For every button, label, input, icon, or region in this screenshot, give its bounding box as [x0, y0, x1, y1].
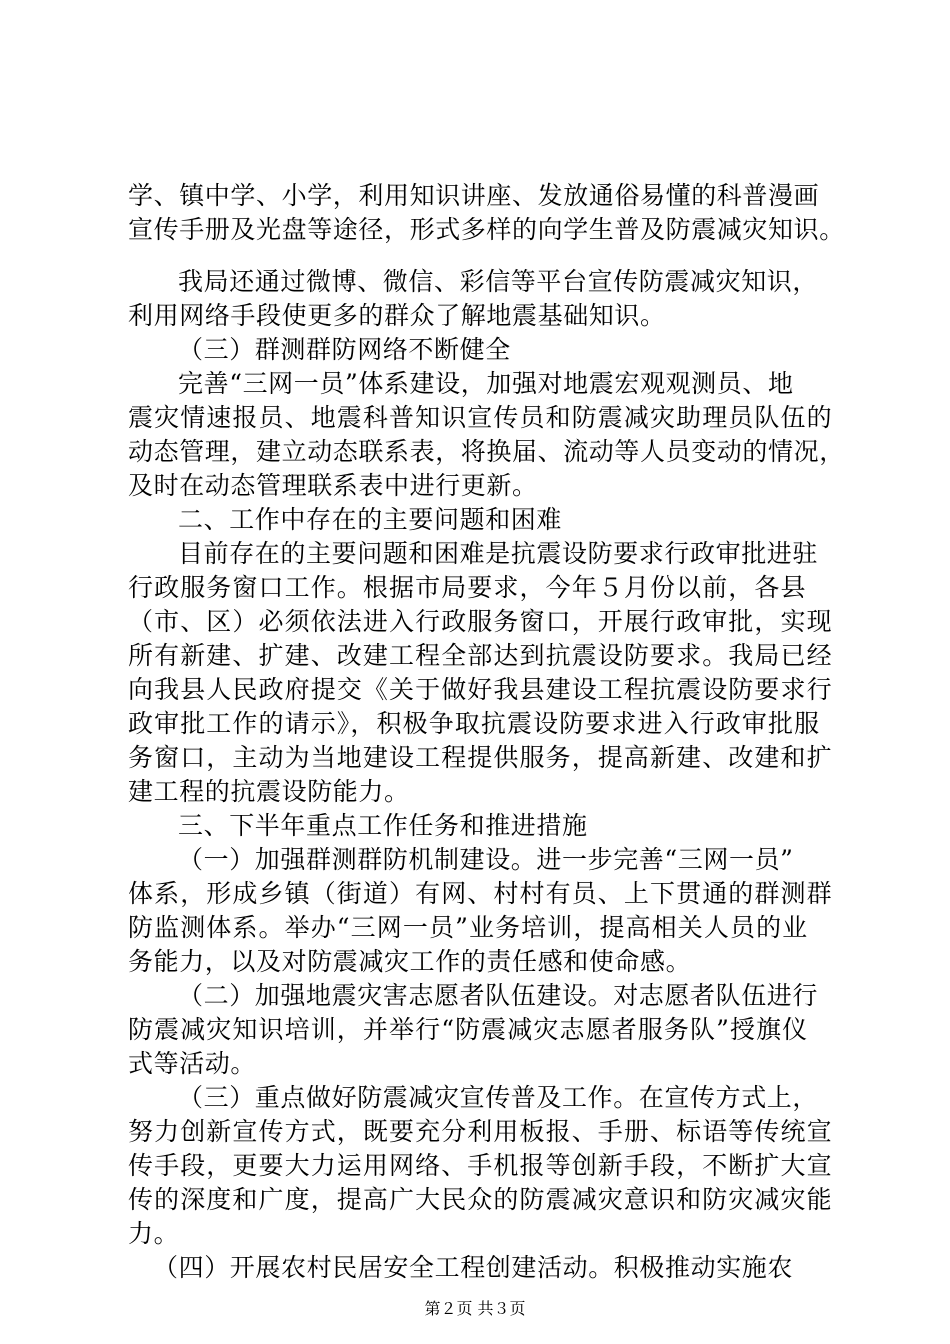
body-text-line: 我局还通过微博、微信、彩信等平台宣传防震减灾知识，	[178, 267, 819, 296]
body-text-line: 所有新建、扩建、改建工程全部达到抗震设防要求。我局已经	[128, 641, 833, 670]
body-text-line: （一）加强群测群防机制建设。进一步完善“三网一员”	[178, 845, 794, 874]
body-text-line: 及时在动态管理联系表中进行更新。	[128, 471, 538, 500]
page-number-footer: 第２页 共３页	[424, 1299, 526, 1318]
body-text-line: 传的深度和广度，提高广大民众的防震减灾意识和防灾减灾能	[128, 1185, 833, 1214]
body-text-line: 体系，形成乡镇（街道）有网、村村有员、上下贯通的群测群	[128, 879, 833, 908]
body-text-line: 学、镇中学、小学，利用知识讲座、发放通俗易懂的科普漫画	[128, 181, 820, 210]
body-text-line: 政审批工作的请示》，积极争取抗震设防要求进入行政审批服	[128, 709, 821, 738]
body-text-line: （二）加强地震灾害志愿者队伍建设。对志愿者队伍进行	[178, 981, 819, 1010]
body-text-line: 传手段，更要大力运用网络、手机报等创新手段，不断扩大宣	[128, 1151, 833, 1180]
body-text-line: 努力创新宣传方式，既要充分利用板报、手册、标语等传统宣	[128, 1117, 833, 1146]
body-text-line: 行政服务窗口工作。根据市局要求，今年５月份以前，各县	[128, 573, 807, 602]
body-text-line: 目前存在的主要问题和困难是抗震设防要求行政审批进驻	[178, 539, 819, 568]
body-text-line: 力。	[128, 1219, 180, 1248]
body-text-line: 完善“三网一员”体系建设，加强对地震宏观观测员、地	[178, 369, 794, 398]
body-text-line: 防震减灾知识培训，并举行“防震减灾志愿者服务队”授旗仪	[128, 1015, 809, 1044]
body-text-line: 务窗口，主动为当地建设工程提供服务，提高新建、改建和扩	[128, 743, 833, 772]
body-text-line: 动态管理，建立动态联系表，将换届、流动等人员变动的情况，	[128, 437, 845, 466]
body-text-line: 宣传手册及光盘等途径，形式多样的向学生普及防震减灾知识。	[128, 215, 845, 244]
section-heading: 三、下半年重点工作任务和推进措施	[178, 811, 588, 840]
section-heading: （三）群测群防网络不断健全	[178, 335, 511, 364]
body-text-line: 式等活动。	[128, 1049, 257, 1078]
body-text-line: 利用网络手段使更多的群众了解地震基础知识。	[128, 301, 666, 330]
body-text-line: （市、区）必须依法进入行政服务窗口，开展行政审批，实现	[128, 607, 833, 636]
body-text-line: 建工程的抗震设防能力。	[128, 777, 410, 806]
body-text-line: （三）重点做好防震减灾宣传普及工作。在宣传方式上，	[178, 1083, 819, 1112]
body-text-line: 向我县人民政府提交《关于做好我县建设工程抗震设防要求行	[128, 675, 833, 704]
body-text-line: 防监测体系。举办“三网一员”业务培训，提高相关人员的业	[128, 913, 809, 942]
body-text-line: 震灾情速报员、地震科普知识宣传员和防震减灾助理员队伍的	[128, 403, 833, 432]
body-text-line: 务能力，以及对防震减灾工作的责任感和使命感。	[128, 947, 692, 976]
section-heading: 二、工作中存在的主要问题和困难	[178, 505, 563, 534]
body-text-line: （四）开展农村民居安全工程创建活动。积极推动实施农	[153, 1253, 794, 1282]
